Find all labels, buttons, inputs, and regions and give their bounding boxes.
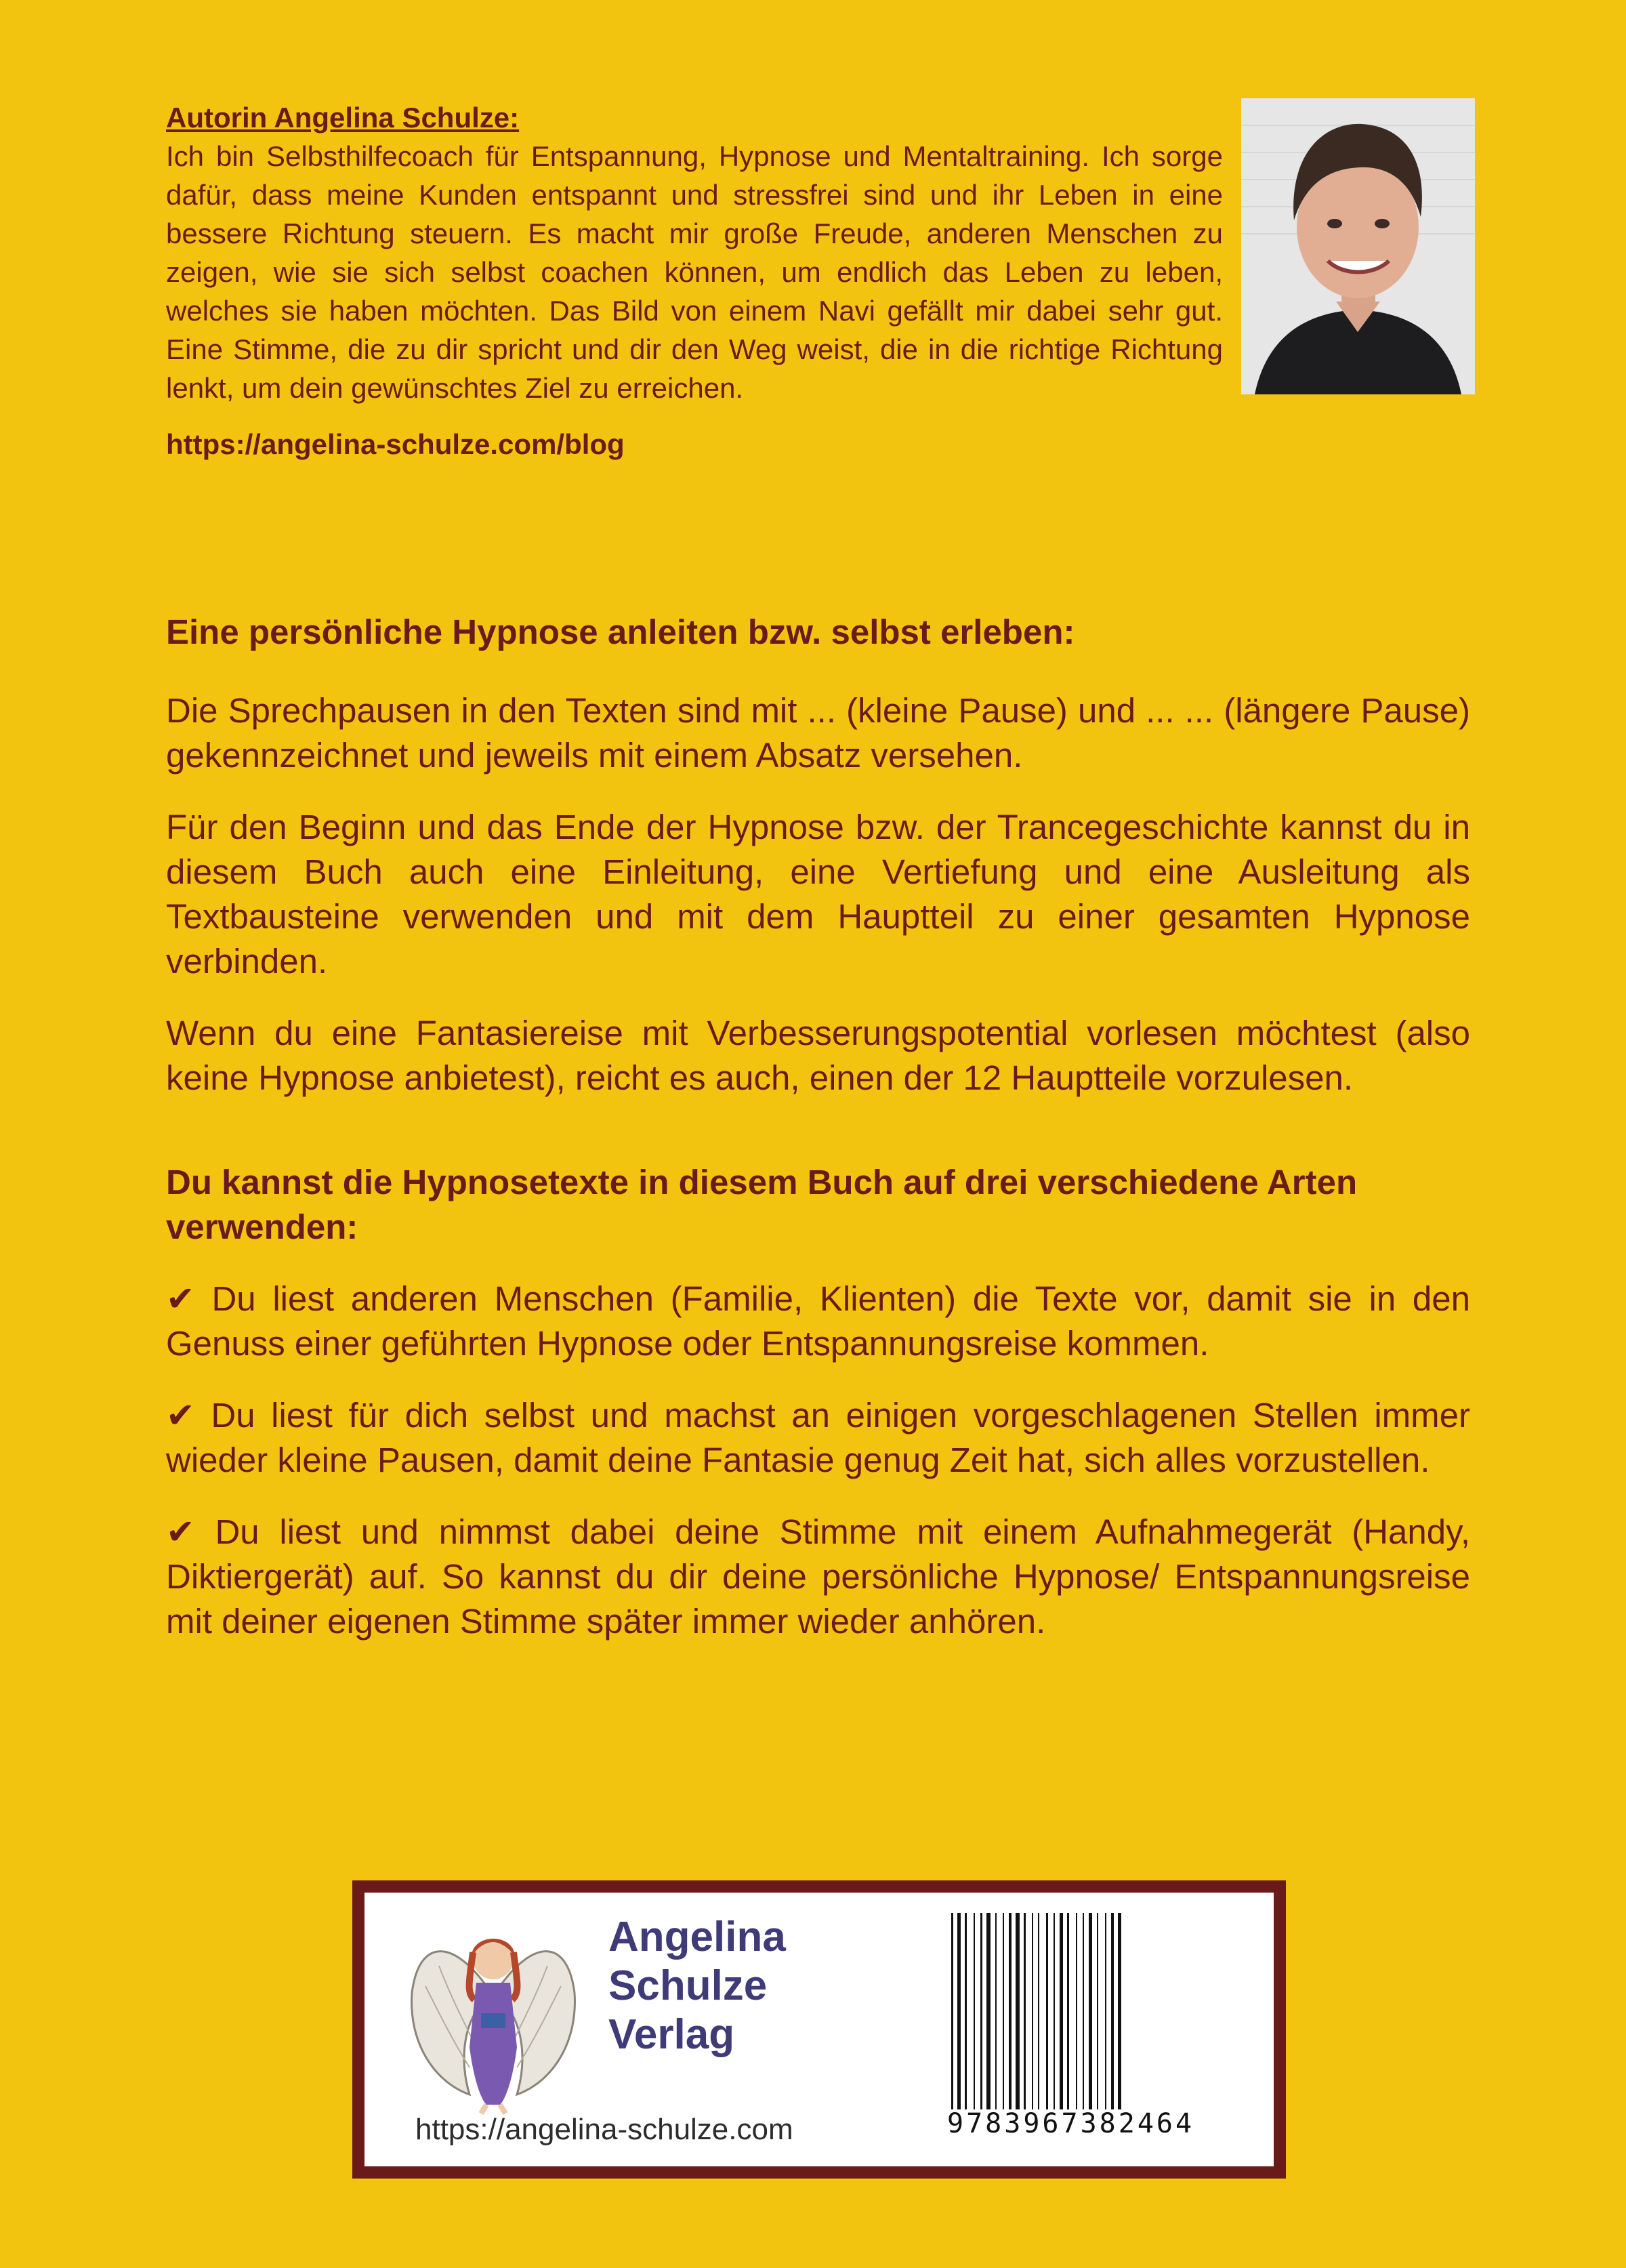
- publisher-name: [608, 1913, 786, 2059]
- barcode-bar: [957, 1913, 961, 2109]
- usage-item-text: Du liest anderen Menschen (Familie, Klienten) die Texte vor, damit sie in den Genuss einer geführten Hypnose oder Entspannungsreise kommen.: [166, 1279, 1470, 1363]
- barcode-bar: [1009, 1913, 1012, 2109]
- barcode-bar: [995, 1913, 997, 2109]
- barcode-bar: [1089, 1913, 1092, 2109]
- usage-item: [166, 1510, 1470, 1644]
- author-portrait-image: [1241, 98, 1475, 394]
- barcode-bar: [965, 1913, 967, 2109]
- barcode-bar: [1038, 1913, 1039, 2109]
- barcode-bar: [1076, 1913, 1077, 2109]
- checkmark-icon: ✔: [166, 1512, 195, 1551]
- barcode-bar: [1083, 1913, 1084, 2109]
- isbn-barcode: [947, 1913, 1211, 2109]
- barcode-bar: [1105, 1913, 1106, 2109]
- publisher-name-line: Schulze: [608, 1962, 768, 2009]
- barcode-bar: [1054, 1913, 1055, 2109]
- author-heading: Autorin Angelina Schulze:: [166, 102, 520, 133]
- barcode-bar: [986, 1913, 991, 2109]
- author-blog-link[interactable]: https://angelina-schulze.com/blog: [166, 428, 625, 460]
- barcode-bar: [974, 1913, 975, 2109]
- checkmark-icon: ✔: [166, 1279, 195, 1318]
- paragraph: Für den Beginn und das Ende der Hypnose bzw. der Trancegeschichte kannst du in diesem Buch auch eine Einleitung, eine Vertiefung und eine Ausleitung als Textbausteine verwenden und mit dem Hauptteil zu einer gesamten Hypnose verbinden.: [166, 808, 1470, 981]
- checkmark-icon: ✔: [166, 1396, 195, 1435]
- usage-item: [166, 1277, 1470, 1366]
- isbn-number: 9783967382464: [947, 2108, 1195, 2139]
- section-title-usage: Du kannst die Hypnosetexte in diesem Buch auf drei verschiedene Arten verwenden:: [166, 1163, 1358, 1246]
- usage-item: [166, 1393, 1470, 1483]
- barcode-bar: [1032, 1913, 1033, 2109]
- imprint-inner: [364, 1893, 1274, 2166]
- paragraph: Die Sprechpausen in den Texten sind mit ... (kleine Pause) und ... ... (längere Pause) gekennzeichnet und jeweils mit einem Absatz versehen.: [166, 691, 1470, 775]
- barcode-bar: [1060, 1913, 1063, 2109]
- barcode-bar: [1118, 1913, 1121, 2109]
- barcode-bar: [1046, 1913, 1048, 2109]
- section-title-hypnosis: Eine persönliche Hypnose anleiten bzw. selbst erleben:: [166, 613, 1075, 651]
- barcode-bar: [1024, 1913, 1026, 2109]
- publisher-name-line: Verlag: [608, 2011, 735, 2058]
- author-portrait: [1241, 98, 1475, 394]
- author-bio: Ich bin Selbsthilfecoach für Entspannung, Hypnose und Mentaltraining. Ich sorge dafür, dass meine Kunden entspannt und stressfrei sind und ihr Leben in eine bessere Richtung steuern. Es macht mir große Freude, anderen Menschen zu zeigen, wie sie sich selbst coachen können, um endlich das Leben zu leben, welches sie haben möchten. Das Bild von einem Navi gefällt mir dabei sehr gut. Eine Stimme, die zu dir spricht und dir den Weg weist, die in die richtige Richtung lenkt, um dein gewünschtes Ziel zu erreichen.: [166, 140, 1223, 404]
- publisher-url[interactable]: https://angelina-schulze.com: [415, 2113, 793, 2146]
- usage-item-text: Du liest für dich selbst und machst an einigen vorgeschlagenen Stellen immer wieder kleine Pausen, damit deine Fantasie genug Zeit hat, sich alles vorzustellen.: [166, 1396, 1470, 1479]
- barcode-bar: [1067, 1913, 1069, 2109]
- barcode-bar: [980, 1913, 982, 2109]
- barcode-bar: [1003, 1913, 1004, 2109]
- barcode-bar: [1016, 1913, 1020, 2109]
- usage-item-text: Du liest und nimmst dabei deine Stimme mit einem Aufnahmegerät (Handy, Diktiergerät) auf. So kannst du dir deine persönliche Hypnose/ Entspannungsreise mit deiner eigenen Stimme später immer wieder anhören.: [166, 1512, 1471, 1641]
- barcode-bar: [1111, 1913, 1114, 2109]
- main-content: [166, 610, 1470, 1671]
- publisher-name-line: Angelina: [608, 1914, 786, 1960]
- angel-logo-icon: [405, 1912, 581, 2115]
- barcode-bar: [1097, 1913, 1098, 2109]
- paragraph: Wenn du eine Fantasiereise mit Verbesserungspotential vorlesen möchtest (also keine Hypnose anbietest), reicht es auch, einen der 12 Hauptteile vorzulesen.: [166, 1014, 1470, 1097]
- publisher-imprint-box: [352, 1880, 1286, 2179]
- author-block: [166, 98, 1223, 463]
- barcode-bar: [951, 1913, 953, 2109]
